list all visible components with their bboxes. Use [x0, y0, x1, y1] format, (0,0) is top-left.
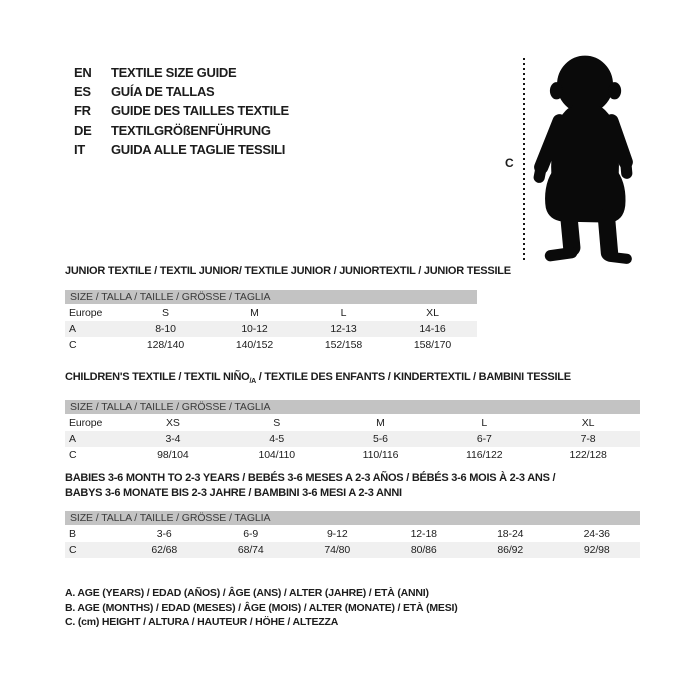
- size-cell: S: [273, 417, 281, 430]
- height-dotted-line: [523, 58, 525, 260]
- size-cell: 128/140: [146, 339, 185, 351]
- babies-size-table: [65, 526, 640, 558]
- row-label: C: [69, 339, 77, 351]
- language-title: TEXTILE SIZE GUIDE: [111, 65, 237, 80]
- table-row-age: [65, 431, 640, 447]
- section-title: [65, 371, 640, 388]
- height-c-label: C: [505, 156, 514, 170]
- size-cell: 18-24: [497, 528, 524, 540]
- size-cell: 9-12: [326, 528, 348, 540]
- title-subscript: /A: [249, 378, 256, 386]
- size-cell: XL: [426, 307, 439, 319]
- size-cell: 24-36: [583, 528, 610, 540]
- size-cell: XS: [165, 417, 180, 430]
- language-row: [74, 63, 289, 82]
- language-code: FR: [74, 103, 91, 119]
- size-cell: 3-4: [165, 433, 181, 446]
- size-cell: 158/170: [413, 339, 452, 351]
- table-row-height: [65, 337, 477, 353]
- language-code: DE: [74, 122, 92, 138]
- junior-size-table: [65, 305, 477, 353]
- size-cell: L: [340, 307, 347, 319]
- size-cell: 5-6: [373, 433, 388, 446]
- size-cell: 110/116: [362, 449, 399, 462]
- size-cell: 140/152: [235, 339, 274, 351]
- language-title: GUÍA DE TALLAS: [111, 84, 215, 100]
- size-cell: 6-9: [243, 528, 259, 540]
- size-cell: XL: [581, 417, 595, 430]
- size-cell: 92/98: [583, 544, 610, 556]
- size-cell: M: [376, 417, 385, 430]
- size-cell: 116/122: [466, 449, 503, 462]
- section-junior-textile: [65, 265, 511, 353]
- size-cell: 104/110: [258, 449, 295, 462]
- language-code: ES: [74, 84, 91, 100]
- language-list: [74, 63, 289, 159]
- title-line-2: BABYS 3-6 MONATE BIS 2-3 JAHRE / BAMBINI 3-6 MESI A 2-3 ANNI: [65, 487, 402, 499]
- size-header-bar: SIZE / TALLA / TAILLE / GRÖSSE / TAGLIA: [65, 400, 640, 414]
- size-cell: 6-7: [476, 433, 492, 446]
- size-cell: 122/128: [569, 449, 607, 462]
- size-cell: 98/104: [157, 449, 189, 462]
- size-cell: S: [162, 307, 169, 319]
- table-row-height: [65, 447, 640, 463]
- row-label: Europe: [69, 417, 103, 430]
- size-cell: 12-18: [410, 528, 437, 540]
- size-cell: L: [481, 417, 488, 430]
- language-row: [74, 140, 289, 159]
- size-cell: 86/92: [497, 544, 524, 556]
- row-label: A: [69, 433, 76, 446]
- row-label: C: [69, 544, 77, 556]
- footnote-c: C. (cm) HEIGHT / ALTURA / HAUTEUR / HÖHE / ALTEZZA: [65, 616, 339, 629]
- size-header-bar: SIZE / TALLA / TAILLE / GRÖSSE / TAGLIA: [65, 511, 640, 525]
- size-cell: 12-13: [330, 323, 357, 335]
- table-row-age: [65, 321, 477, 337]
- section-title: [65, 471, 640, 501]
- language-row: [74, 82, 289, 101]
- size-header-bar: SIZE / TALLA / TAILLE / GRÖSSE / TAGLIA: [65, 290, 477, 304]
- language-title: GUIDE DES TAILLES TEXTILE: [111, 103, 289, 119]
- table-row-height: [65, 542, 640, 558]
- size-cell: 4-5: [269, 433, 285, 446]
- footnote-a: A. AGE (YEARS) / EDAD (AÑOS) / ÂGE (ANS) / ALTER (JAHRE) / ETÀ (ANNI): [65, 587, 429, 599]
- title-text: CHILDREN'S TEXTILE / TEXTIL NIÑO: [65, 371, 250, 383]
- size-cell: 3-6: [156, 528, 172, 540]
- language-code: IT: [74, 141, 85, 157]
- row-label: C: [69, 449, 77, 462]
- row-label: A: [69, 323, 76, 335]
- children-size-table: [65, 415, 640, 463]
- size-cell: 10-12: [241, 323, 268, 335]
- size-cell: 62/68: [151, 544, 178, 556]
- section-babies-textile: [65, 471, 640, 558]
- section-title: JUNIOR TEXTILE / TEXTIL JUNIOR/ TEXTILE JUNIOR / JUNIORTEXTIL / JUNIOR TESSILE: [65, 265, 511, 277]
- size-cell: 8-10: [155, 323, 176, 335]
- language-code: EN: [74, 65, 92, 80]
- baby-silhouette-icon: [528, 52, 640, 266]
- title-text: / TEXTILE DES ENFANTS / KINDERTEXTIL / BAMBINI TESSILE: [255, 371, 571, 383]
- size-cell: 80/86: [410, 544, 437, 556]
- size-cell: 7-8: [580, 433, 596, 446]
- size-cell: 68/74: [237, 544, 264, 556]
- table-row-europe: [65, 305, 477, 321]
- language-row: [74, 101, 289, 120]
- footnote-b: B. AGE (MONTHS) / EDAD (MESES) / ÂGE (MOIS) / ALTER (MONATE) / ETÀ (MESI): [65, 601, 458, 614]
- size-cell: 74/80: [324, 544, 351, 556]
- row-label: B: [69, 528, 76, 540]
- language-row: [74, 121, 289, 140]
- size-cell: 152/158: [324, 339, 363, 351]
- section-childrens-textile: [65, 371, 640, 463]
- row-label: Europe: [69, 307, 103, 319]
- language-title: TEXTILGRÖßENFÜHRUNG: [111, 122, 271, 138]
- footnotes: [65, 586, 458, 630]
- table-row-age-months: [65, 526, 640, 542]
- size-cell: 14-16: [419, 323, 446, 335]
- table-row-europe: [65, 415, 640, 431]
- language-title: GUIDA ALLE TAGLIE TESSILI: [111, 141, 286, 157]
- title-line-1: BABIES 3-6 MONTH TO 2-3 YEARS / BEBÉS 3-6 MESES A 2-3 AÑOS / BÉBÉS 3-6 MOIS À 2-3 ANS /: [65, 472, 556, 484]
- size-cell: M: [250, 307, 259, 319]
